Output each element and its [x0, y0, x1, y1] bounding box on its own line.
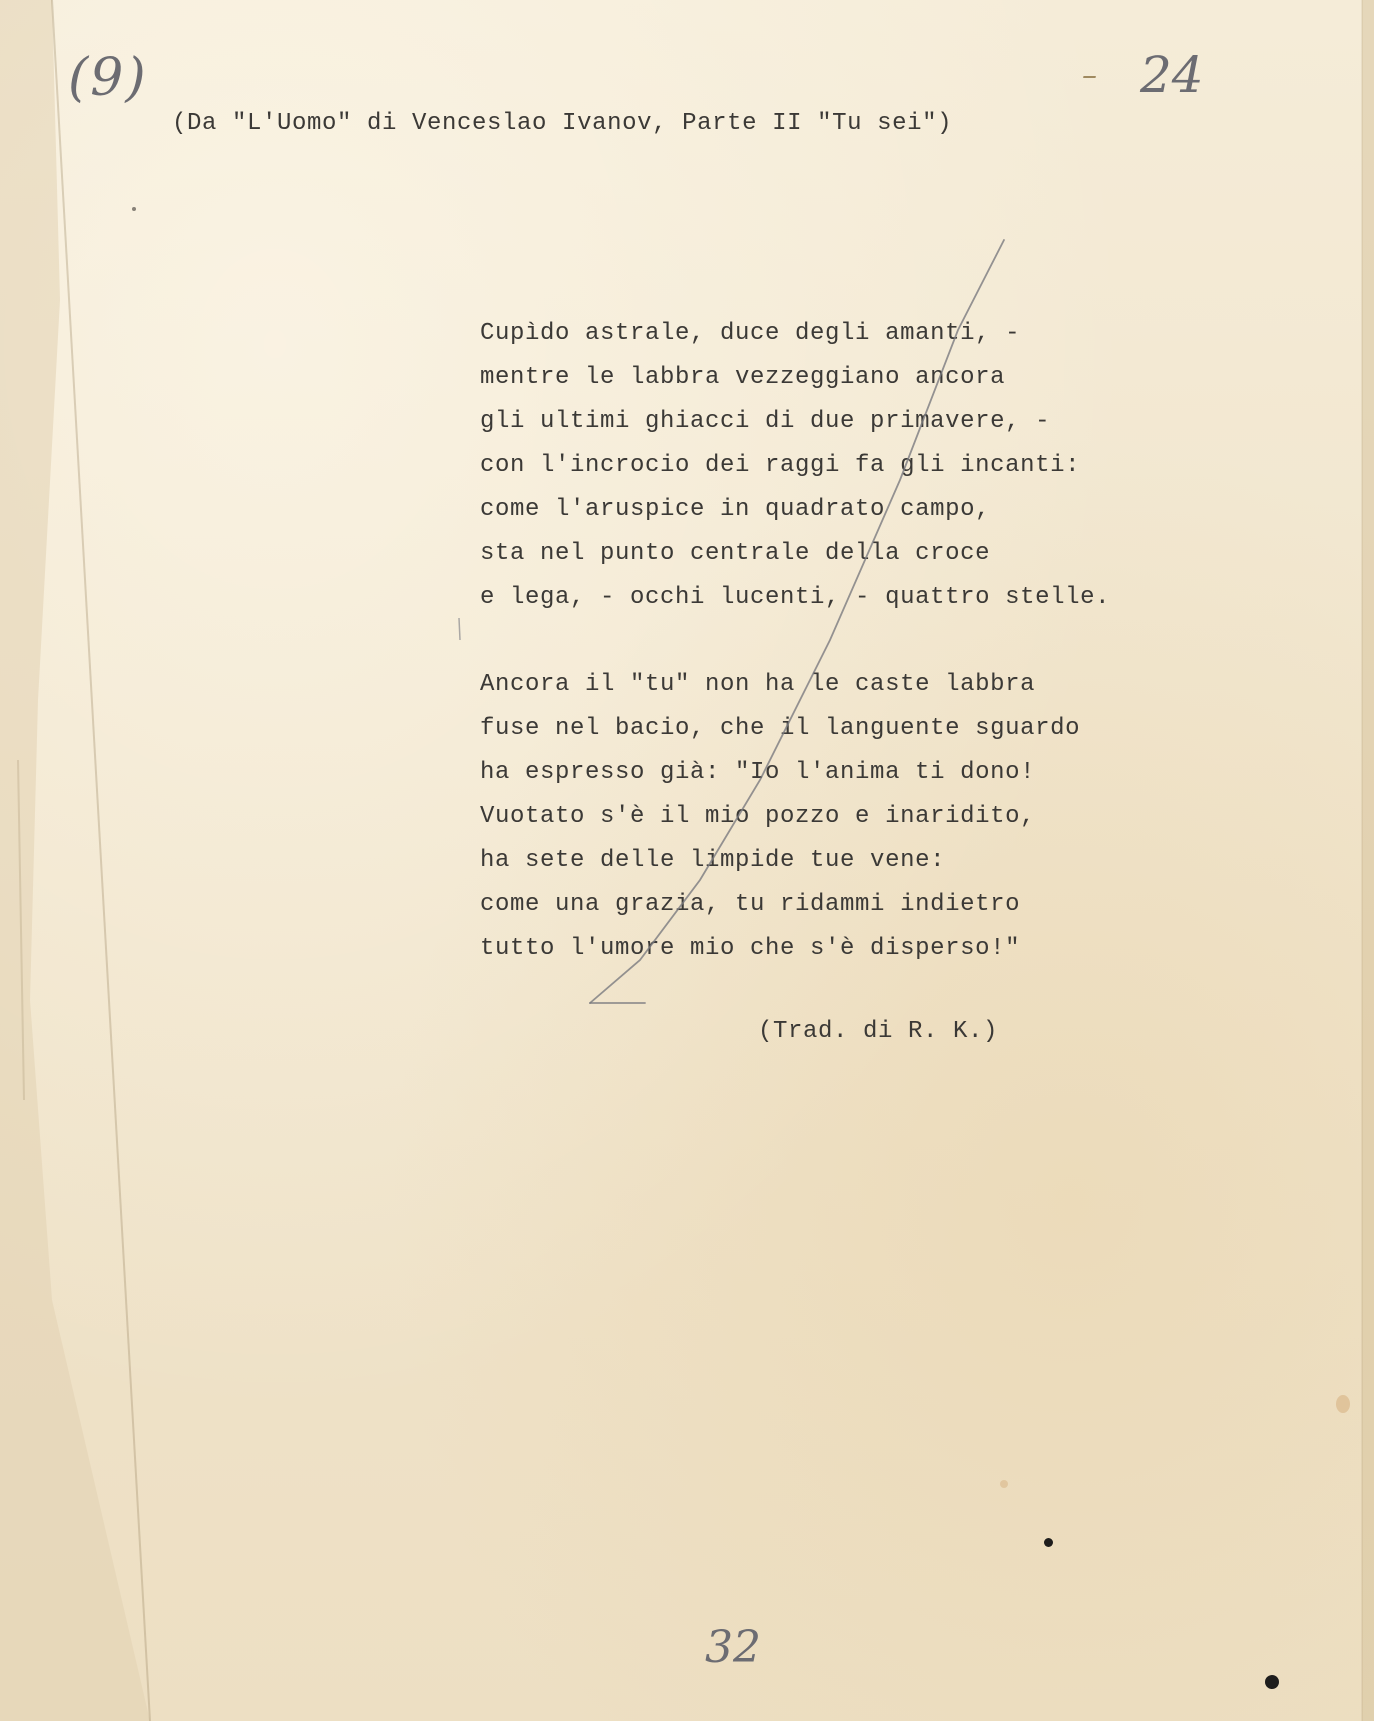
- poem-line: ha espresso già: "Io l'anima ti dono!: [480, 759, 1036, 786]
- poem-line: tutto l'umore mio che s'è disperso!": [480, 935, 1021, 962]
- poem-line: come una grazia, tu ridammi indietro: [480, 891, 1021, 918]
- ink-spot: [1044, 1538, 1053, 1547]
- poem-stanza-2: [480, 663, 1080, 971]
- translator-credit: (Trad. di R. K.): [758, 1018, 999, 1045]
- page-number-handwritten: 24: [1140, 46, 1204, 104]
- foxing-spot: [132, 207, 136, 211]
- poem-line: Vuotato s'è il mio pozzo e inaridito,: [480, 803, 1036, 830]
- archive-number-handwritten: 32: [705, 1622, 761, 1673]
- poem-line: come l'aruspice in quadrato campo,: [480, 496, 991, 523]
- pencil-mark: –: [1082, 58, 1097, 93]
- folio-number-handwritten: (9): [68, 48, 148, 108]
- poem-stanza-1: [480, 312, 1110, 620]
- foxing-spot: [1336, 1395, 1350, 1413]
- poem-line: mentre le labbra vezzeggiano ancora: [480, 364, 1006, 391]
- poem-line: Cupìdo astrale, duce degli amanti, -: [480, 320, 1021, 347]
- poem-line: ha sete delle limpide tue vene:: [480, 847, 946, 874]
- poem-line: con l'incrocio dei raggi fa gli incanti:: [480, 452, 1081, 479]
- document-heading: (Da "L'Uomo" di Venceslao Ivanov, Parte II "Tu sei"): [172, 110, 953, 137]
- poem-line: e lega, - occhi lucenti, - quattro stelle.: [480, 584, 1111, 611]
- poem-line: Ancora il "tu" non ha le caste labbra: [480, 671, 1036, 698]
- poem-line: gli ultimi ghiacci di due primavere, -: [480, 408, 1051, 435]
- ink-spot: [1265, 1675, 1279, 1689]
- poem-line: fuse nel bacio, che il languente sguardo: [480, 715, 1081, 742]
- poem-line: sta nel punto centrale della croce: [480, 540, 991, 567]
- foxing-spot: [1000, 1480, 1008, 1488]
